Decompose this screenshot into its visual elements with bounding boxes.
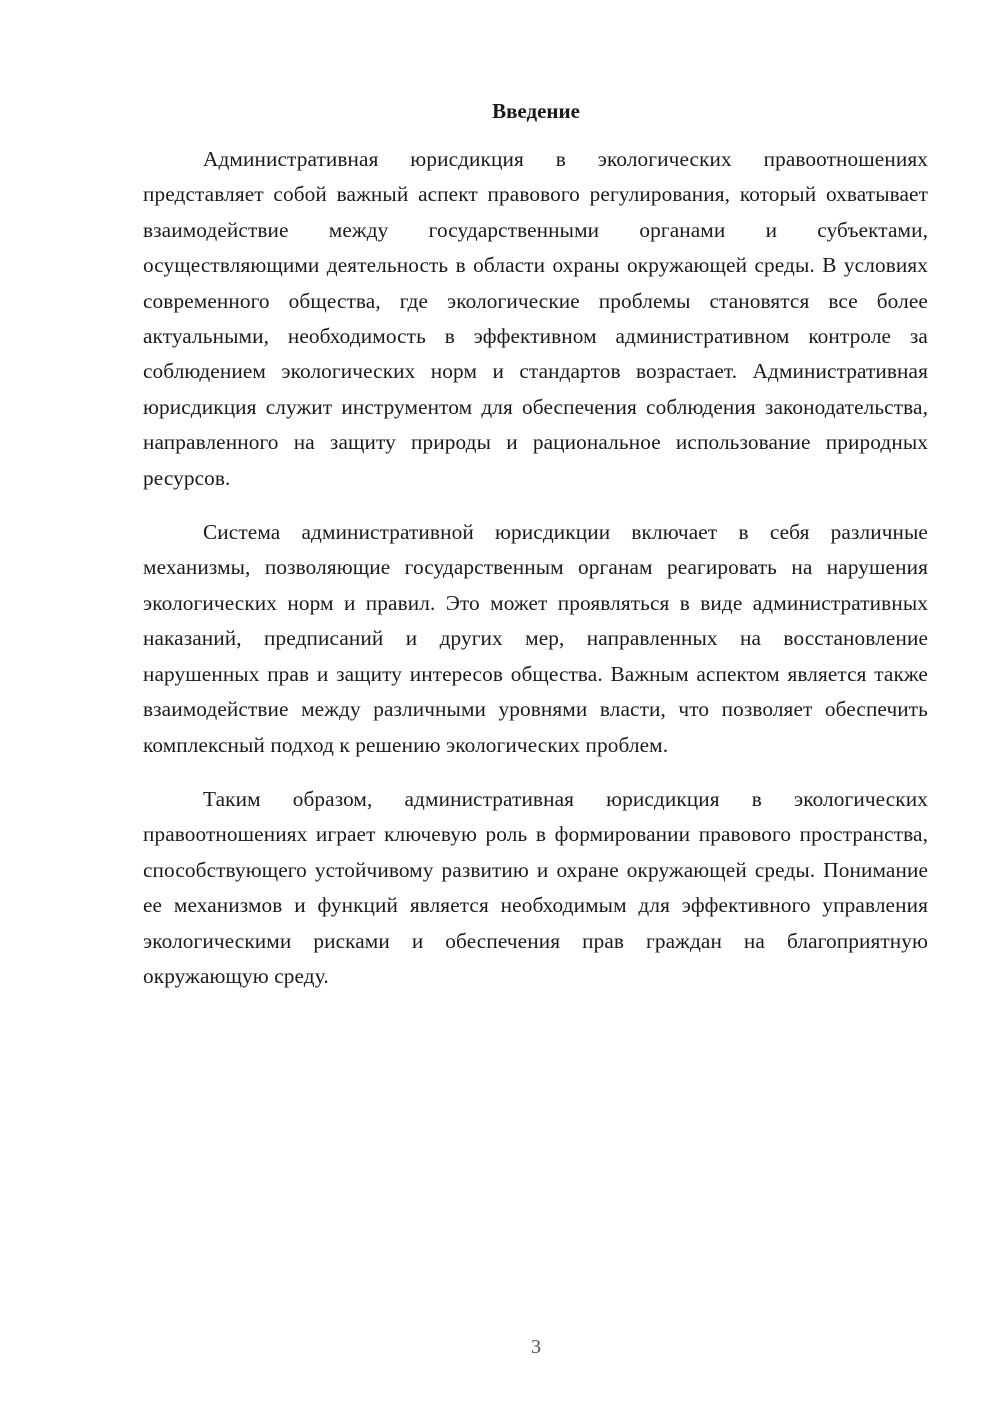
paragraph-3: Таким образом, административная юрисдикция в экологических правоотношениях играет ключевую роль в формировании правового пространства, способствующего устойчивому развитию и охране окружающей среды. Понимание ее механизмов и функций является необходимым для эффективного управления экологическими рисками и обеспечения прав граждан на благоприятную окружающую среду.	[143, 786, 928, 988]
paragraph-2: Система административной юрисдикции включает в себя различные механизмы, позволяющие государственным органам реагировать на нарушения экологических норм и правил. Это может проявляться в виде административных наказаний, предписаний и других мер, направленных на восстановление нарушенных прав и защиту интересов общества. Важным аспектом является также взаимодействие между различными уровнями власти, что позволяет обеспечить комплексный подход к решению экологических проблем.	[143, 520, 928, 757]
page-title: Введение	[492, 99, 580, 123]
page-number: 3	[531, 1336, 541, 1358]
document-body	[143, 142, 928, 994]
paragraph-1: Административная юрисдикция в экологических правоотношениях представляет собой важный аспект правового регулирования, который охватывает взаимодействие между государственными органами и субъектами, осуществляющими деятельность в области охраны окружающей среды. В условиях современного общества, где экологические проблемы становятся все более актуальными, необходимость в эффективном административном контроле за соблюдением экологических норм и стандартов возрастает. Административная юрисдикция служит инструментом для обеспечения соблюдения законодательства, направленного на защиту природы и рациональное использование природных ресурсов.	[143, 147, 928, 490]
